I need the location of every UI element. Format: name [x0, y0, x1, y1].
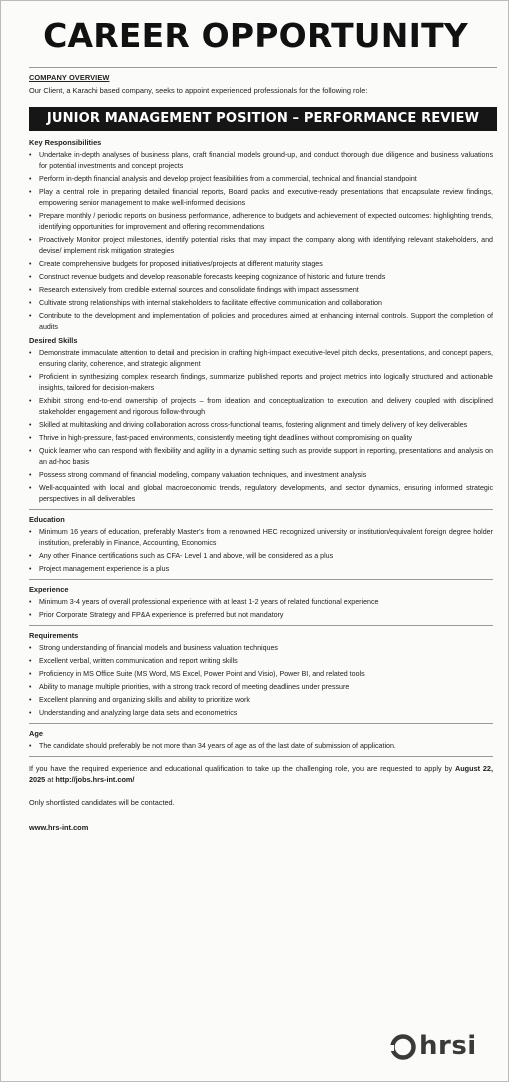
bullet-icon: • — [29, 612, 32, 619]
bullet-icon: • — [29, 743, 32, 750]
logo-wordmark: hrsi — [419, 1031, 477, 1061]
bullet-icon: • — [29, 261, 32, 268]
list-item: • Understanding and analyzing large data sets and econometrics — [29, 709, 238, 717]
intro-text: Our Client, a Karachi based company, seeks to appoint experienced professionals for the following role: — [29, 86, 368, 95]
bullet-icon: • — [29, 684, 32, 691]
section-age — [29, 723, 493, 752]
bullet-icon: • — [29, 472, 32, 479]
section-heading: Education — [29, 509, 493, 525]
website-link[interactable]: www.hrs-int.com — [29, 823, 89, 832]
list-item: • Create comprehensive budgets for proposed initiatives/projects at different maturity stages — [29, 260, 323, 268]
list-item: • Prepare monthly / periodic reports on business performance, adherence to budgets and achievement of expected outcomes: highlighting trends, identifying opportunities for improvement and offering recommendations — [29, 212, 493, 231]
bullet-icon: • — [29, 398, 32, 405]
bullet-icon: • — [29, 422, 32, 429]
section-heading: Age — [29, 723, 493, 739]
bullet-icon: • — [29, 697, 32, 704]
section-heading: Key Responsibilities — [29, 138, 102, 147]
list-item: • Possess strong command of financial modeling, company valuation techniques, and investment analysis — [29, 471, 367, 479]
bullet-icon: • — [29, 176, 32, 183]
list-item: • Cultivate strong relationships with internal stakeholders to facilitate effective communication and collaboration — [29, 299, 382, 307]
section-heading: Requirements — [29, 625, 493, 641]
bullet-icon: • — [29, 599, 32, 606]
list-item: • Strong understanding of financial models and business valuation techniques — [29, 644, 278, 652]
list-item: • Play a central role in preparing detailed financial reports, Board packs and executive-ready presentations that encapsulate review findings, empowering senior management to make well-informed decisions — [29, 188, 493, 207]
position-title-banner: JUNIOR MANAGEMENT POSITION – PERFORMANCE REVIEW — [29, 107, 497, 131]
bullet-icon: • — [29, 350, 32, 357]
bullet-icon: • — [29, 213, 32, 220]
bullet-icon: • — [29, 300, 32, 307]
bullet-icon: • — [29, 566, 32, 573]
list-item: • Thrive in high-pressure, fast-paced environments, consistently meeting tight deadlines without compromising on quality — [29, 434, 413, 442]
list-item: • Any other Finance certifications such as CFA- Level 1 and above, will be considered as a plus — [29, 552, 334, 560]
title-divider — [29, 67, 497, 68]
section-heading: Desired Skills — [29, 336, 78, 345]
section-requirements — [29, 625, 493, 719]
company-overview-heading: COMPANY OVERVIEW — [29, 73, 110, 82]
bullet-icon: • — [29, 189, 32, 196]
list-item: • Contribute to the development and implementation of policies and procedures aimed at enhancing internal controls. Support the completion of audits — [29, 312, 493, 331]
application-link[interactable]: http://jobs.hrs-int.com/ — [55, 775, 135, 784]
list-item: • Proficiency in MS Office Suite (MS Word, MS Excel, Power Point and Visio), Power BI, and related tools — [29, 670, 365, 678]
ring-logo-icon — [389, 1029, 417, 1065]
application-deadline: August 22, 2025 — [29, 764, 493, 784]
bullet-icon: • — [29, 553, 32, 560]
list-item: • Exhibit strong end-to-end ownership of projects – from ideation and conceptualization to execution and delivery coupled with disciplined stakeholder engagement and rigorous follow-through — [29, 397, 493, 416]
list-item: • Project management experience is a plus — [29, 565, 170, 573]
list-item: • Perform in-depth financial analysis and develop project feasibilities from a commercial, technical and financial standpoint — [29, 175, 417, 183]
list-item: • Skilled at multitasking and driving collaboration across cross-functional teams, fostering alignment and timely delivery of key deliverables — [29, 421, 468, 429]
requirements-list — [29, 643, 493, 719]
bullet-icon: • — [29, 313, 32, 320]
list-item: • Undertake in-depth analyses of business plans, craft financial models ground-up, and conduct thorough due diligence and business valuations for potential investments and concept projects — [29, 151, 493, 170]
bullet-icon: • — [29, 671, 32, 678]
bullet-icon: • — [29, 658, 32, 665]
education-list — [29, 527, 493, 575]
section-desired-skills — [29, 335, 493, 505]
section-education — [29, 509, 493, 575]
bullet-icon: • — [29, 237, 32, 244]
section-experience — [29, 579, 493, 621]
list-item: • Proficient in synthesizing complex research findings, summarize published reports and project metrics into logically structured and actionable insights, tailored for decision-makers — [29, 373, 493, 392]
list-item: • Minimum 3-4 years of overall professional experience with at least 1-2 years of related functional experience — [29, 598, 379, 606]
list-item: • Excellent planning and organizing skills and ability to prioritize work — [29, 696, 250, 704]
bullet-icon: • — [29, 274, 32, 281]
shortlist-note: Only shortlisted candidates will be contacted. — [29, 798, 175, 807]
section-heading: Experience — [29, 579, 493, 595]
list-item: • The candidate should preferably be not more than 34 years of age as of the last date of submission of application. — [29, 742, 396, 750]
page-title: CAREER OPPORTUNITY — [43, 16, 468, 55]
hrsi-logo — [389, 1029, 499, 1065]
bullet-icon: • — [29, 374, 32, 381]
bullet-icon: • — [29, 152, 32, 159]
list-item: • Prior Corporate Strategy and FP&A experience is preferred but not mandatory — [29, 611, 284, 619]
bullet-icon: • — [29, 710, 32, 717]
list-item: • Well-acquainted with local and global macroeconomic trends, regulatory developments, and sector dynamics, ensuring informed strategic perspectives in all deliverables — [29, 484, 493, 503]
list-item: • Construct revenue budgets and develop reasonable forecasts keeping cognizance of historic and future trends — [29, 273, 386, 281]
experience-list — [29, 597, 493, 621]
skills-list — [29, 348, 493, 505]
bullet-icon: • — [29, 645, 32, 652]
list-item: • Minimum 16 years of education, preferably Master's from a renowned HEC recognized university or institution/equivalent foreign degree holder institution, preferably in Finance, Accounting, Economics — [29, 528, 493, 547]
list-item: • Excellent verbal, written communication and report writing skills — [29, 657, 238, 665]
section-key-responsibilities — [29, 137, 493, 333]
bullet-icon: • — [29, 435, 32, 442]
job-details — [29, 137, 493, 833]
list-item: • Proactively Monitor project milestones, identify potential risks that may impact the company along with identifying relevant stakeholders, and devise/ implement risk mitigation strategies — [29, 236, 493, 255]
application-instructions: If you have the required experience and educational qualification to take up the challenging role, you are requested to apply by August 22, 2025 at http://jobs.hrs-int.com/ — [29, 756, 493, 785]
responsibilities-list — [29, 150, 493, 333]
list-item: • Ability to manage multiple priorities, with a strong track record of meeting deadlines under pressure — [29, 683, 350, 691]
age-list — [29, 741, 493, 752]
bullet-icon: • — [29, 287, 32, 294]
list-item: • Research extensively from credible external sources and consolidate findings with impact assessment — [29, 286, 359, 294]
bullet-icon: • — [29, 529, 32, 536]
list-item: • Demonstrate immaculate attention to detail and precision in crafting high-impact executive-level pitch decks, presentations, and concept papers, ensuring clarity, coherence, and strategic alignment — [29, 349, 493, 368]
list-item: • Quick learner who can respond with flexibility and agility in a dynamic setting such as provide support in reporting, presentations and analysis on an ad-hoc basis — [29, 447, 493, 466]
bullet-icon: • — [29, 448, 32, 455]
bullet-icon: • — [29, 485, 32, 492]
